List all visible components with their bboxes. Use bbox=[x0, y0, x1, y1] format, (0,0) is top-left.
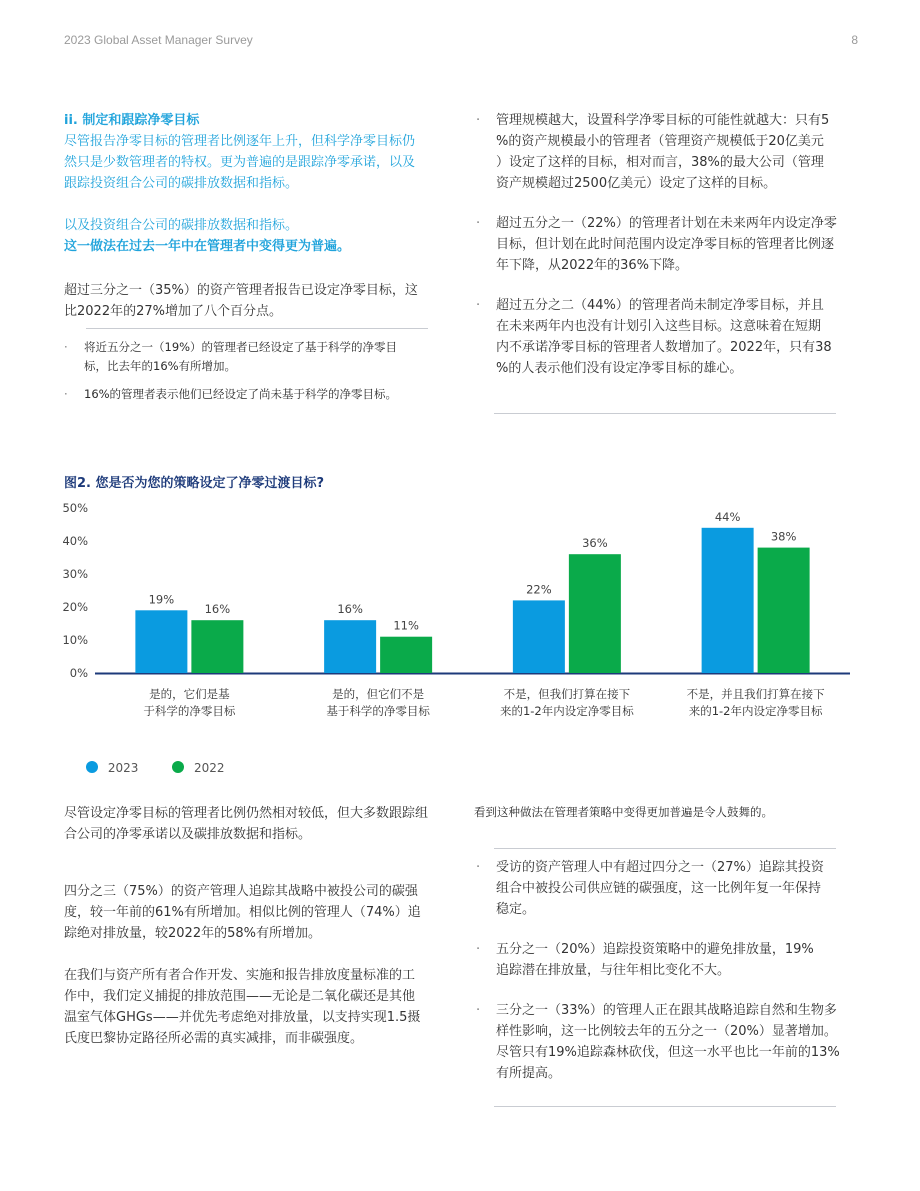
text-line: 样性影响，这一比例较去年的五分之一（20%）显著增加。 bbox=[496, 1024, 837, 1039]
data-label: 16% bbox=[337, 602, 363, 617]
text-line: 尽管只有19%追踪森林砍伐，但这一水平也比一年前的13% bbox=[496, 1045, 840, 1060]
text-line: 三分之一（33%）的管理人正在跟其战略追踪自然和生物多 bbox=[496, 1003, 837, 1018]
left-top-column bbox=[64, 110, 444, 322]
category-label: 来的1-2年内设定净零目标 bbox=[688, 704, 823, 718]
text-line: 度，较一年前的61%有所增加。相似比例的管理人（74%）追 bbox=[64, 905, 421, 920]
paragraph bbox=[64, 881, 454, 944]
text-line: 合公司的净零承诺以及碳排放数据和指标。 bbox=[64, 827, 312, 842]
text-line: 踪绝对排放量，较2022年的58%有所增加。 bbox=[64, 926, 321, 941]
right-bottom-intro: 看到这种做法在管理者策略中变得更加普遍是令人鼓舞的。 bbox=[474, 805, 773, 819]
y-tick-label: 30% bbox=[62, 567, 88, 581]
category-label: 不是，并且我们打算在接下 bbox=[686, 687, 825, 701]
text-line: 有所提高。 bbox=[496, 1066, 562, 1081]
list-item bbox=[476, 295, 856, 379]
chart-title: 图2. 您是否为您的策略设定了净零过渡目标? bbox=[64, 476, 325, 491]
right-top-bullets bbox=[476, 110, 856, 379]
bar-2022 bbox=[569, 554, 621, 673]
bar-2022 bbox=[380, 637, 432, 673]
text-line: 受访的资产管理人中有超过四分之一（27%）追踪其投资 bbox=[496, 860, 824, 875]
list-item bbox=[476, 857, 856, 920]
text-line: 五分之一（20%）追踪投资策略中的避免排放量，19% bbox=[496, 942, 814, 957]
text-line: 内不承诺净零目标的管理者人数增加了。2022年，只有38 bbox=[496, 340, 832, 355]
text-line: %的资产规模最小的管理者（管理资产规模低于20亿美元 bbox=[496, 134, 824, 149]
legend-swatch-2022 bbox=[172, 761, 184, 773]
text-line: 标，比去年的16%有所增加。 bbox=[84, 359, 237, 373]
text-line: 超过五分之二（44%）的管理者尚未制定净零目标，并且 bbox=[496, 298, 824, 313]
data-label: 22% bbox=[526, 582, 552, 597]
text-line: 温室气体GHGs——并优先考虑绝对排放量，以支持实现1.5摄 bbox=[64, 1010, 421, 1025]
repeat-line: 以及投资组合公司的碳排放数据和指标。 bbox=[64, 218, 299, 233]
data-label: 19% bbox=[148, 592, 175, 607]
bullet-marker: · bbox=[476, 942, 481, 957]
divider bbox=[86, 328, 428, 329]
text-line: 尽管设定净零目标的管理者比例仍然相对较低，但大多数跟踪组 bbox=[64, 806, 429, 821]
text-line: ）设定了这样的目标，相对而言，38%的最大公司（管理 bbox=[496, 155, 824, 170]
data-label: 44% bbox=[714, 509, 741, 524]
y-tick-label: 20% bbox=[62, 600, 88, 614]
y-tick-label: 50% bbox=[62, 501, 88, 515]
category-label: 是的，但它们不是 bbox=[332, 687, 425, 701]
text-line: 尽管报告净零目标的管理者比例逐年上升，但科学净零目标仍 bbox=[64, 134, 416, 149]
bar-2023 bbox=[324, 620, 376, 673]
category-label: 不是，但我们打算在接下 bbox=[503, 687, 631, 701]
text-line: 追踪潜在排放量，与往年相比变化不大。 bbox=[496, 963, 731, 978]
category-label: 来的1-2年内设定净零目标 bbox=[499, 704, 634, 718]
divider bbox=[494, 413, 836, 414]
left-bottom-column bbox=[64, 803, 454, 1049]
left-top-bullets bbox=[64, 338, 424, 404]
bullet-marker: · bbox=[476, 298, 481, 313]
bullet-marker: · bbox=[476, 113, 481, 128]
divider bbox=[494, 1106, 836, 1107]
text-line: 管理规模越大，设置科学净零目标的可能性就越大：只有5 bbox=[496, 113, 830, 128]
text-line: 超过三分之一（35%）的资产管理者报告已设定净零目标，这 bbox=[64, 283, 418, 298]
right-bottom-bullets bbox=[476, 857, 856, 1084]
bar-2023 bbox=[135, 610, 187, 673]
y-tick-label: 0% bbox=[69, 666, 88, 680]
page-number: 8 bbox=[851, 33, 858, 47]
section-heading: ii. 制定和跟踪净零目标 bbox=[64, 113, 200, 128]
data-label: 11% bbox=[393, 618, 419, 633]
document-title: 2023 Global Asset Manager Survey bbox=[64, 33, 253, 47]
text-line: 16%的管理者表示他们已经设定了尚未基于科学的净零目标。 bbox=[84, 387, 398, 401]
bullet-marker: · bbox=[64, 387, 68, 401]
text-line: 年下降，从2022年的36%下降。 bbox=[496, 258, 688, 273]
list-item bbox=[64, 385, 424, 404]
text-line: 超过五分之一（22%）的管理者计划在未来两年内设定净零 bbox=[496, 216, 837, 231]
list-item bbox=[476, 110, 856, 194]
bar-2022 bbox=[191, 620, 243, 673]
text-line: 四分之三（75%）的资产管理人追踪其战略中被投公司的碳强 bbox=[64, 884, 418, 899]
text-line: 跟踪投资组合公司的碳排放数据和指标。 bbox=[64, 176, 299, 191]
text-line: 作中，我们定义捕捉的排放范围——无论是二氧化碳还是其他 bbox=[64, 989, 416, 1004]
bar-2023 bbox=[702, 528, 754, 673]
data-label: 38% bbox=[770, 529, 797, 544]
divider bbox=[494, 848, 836, 849]
text-line: 在我们与资产所有者合作开发、实施和报告排放度量标准的工 bbox=[64, 968, 416, 983]
paragraph bbox=[64, 965, 454, 1049]
category-label: 于科学的净零目标 bbox=[143, 704, 236, 718]
list-item bbox=[64, 338, 424, 376]
data-label: 36% bbox=[582, 536, 608, 551]
text-line: 稳定。 bbox=[496, 902, 536, 917]
emphasis-line: 这一做法在过去一年中在管理者中变得更为普遍。 bbox=[64, 239, 351, 254]
bar-2023 bbox=[513, 600, 565, 673]
list-item bbox=[476, 1000, 856, 1084]
stat-paragraph bbox=[64, 280, 444, 322]
intro-paragraph bbox=[64, 131, 444, 194]
text-line: 然只是少数管理者的特权。更为普遍的是跟踪净零承诺，以及 bbox=[64, 155, 416, 170]
legend-label: 2023 bbox=[107, 761, 139, 775]
bullet-marker: · bbox=[476, 860, 481, 875]
bullet-marker: · bbox=[476, 1003, 481, 1018]
y-tick-label: 40% bbox=[62, 534, 88, 548]
list-item bbox=[476, 939, 856, 981]
text-line: 在未来两年内也没有计划引入这些目标。这意味着在短期 bbox=[496, 319, 822, 334]
category-label: 基于科学的净零目标 bbox=[326, 704, 430, 718]
chart-legend bbox=[86, 761, 225, 775]
text-line: 比2022年的27%增加了八个百分点。 bbox=[64, 304, 282, 319]
text-line: 将近五分之一（19%）的管理者已经设定了基于科学的净零目 bbox=[84, 340, 398, 354]
data-label: 16% bbox=[204, 602, 231, 617]
text-line: 目标，但计划在此时间范围内设定净零目标的管理者比例逐 bbox=[496, 237, 835, 252]
text-line: %的人表示他们没有设定净零目标的雄心。 bbox=[496, 361, 743, 376]
text-line: 组合中被投公司供应链的碳强度，这一比例年复一年保持 bbox=[496, 881, 822, 896]
bullet-marker: · bbox=[476, 216, 481, 231]
legend-label: 2022 bbox=[194, 761, 225, 775]
text-line: 资产规模超过2500亿美元）设定了这样的目标。 bbox=[496, 176, 777, 191]
legend-swatch-2023 bbox=[86, 761, 98, 773]
bar-2022 bbox=[758, 548, 810, 673]
list-item bbox=[476, 213, 856, 276]
y-tick-label: 10% bbox=[62, 633, 88, 647]
text-line: 氏度巴黎协定路径所必需的真实减排，而非碳强度。 bbox=[64, 1031, 364, 1046]
category-label: 是的，它们是基 bbox=[149, 687, 230, 701]
bar-chart bbox=[0, 495, 920, 785]
bullet-marker: · bbox=[64, 340, 68, 354]
